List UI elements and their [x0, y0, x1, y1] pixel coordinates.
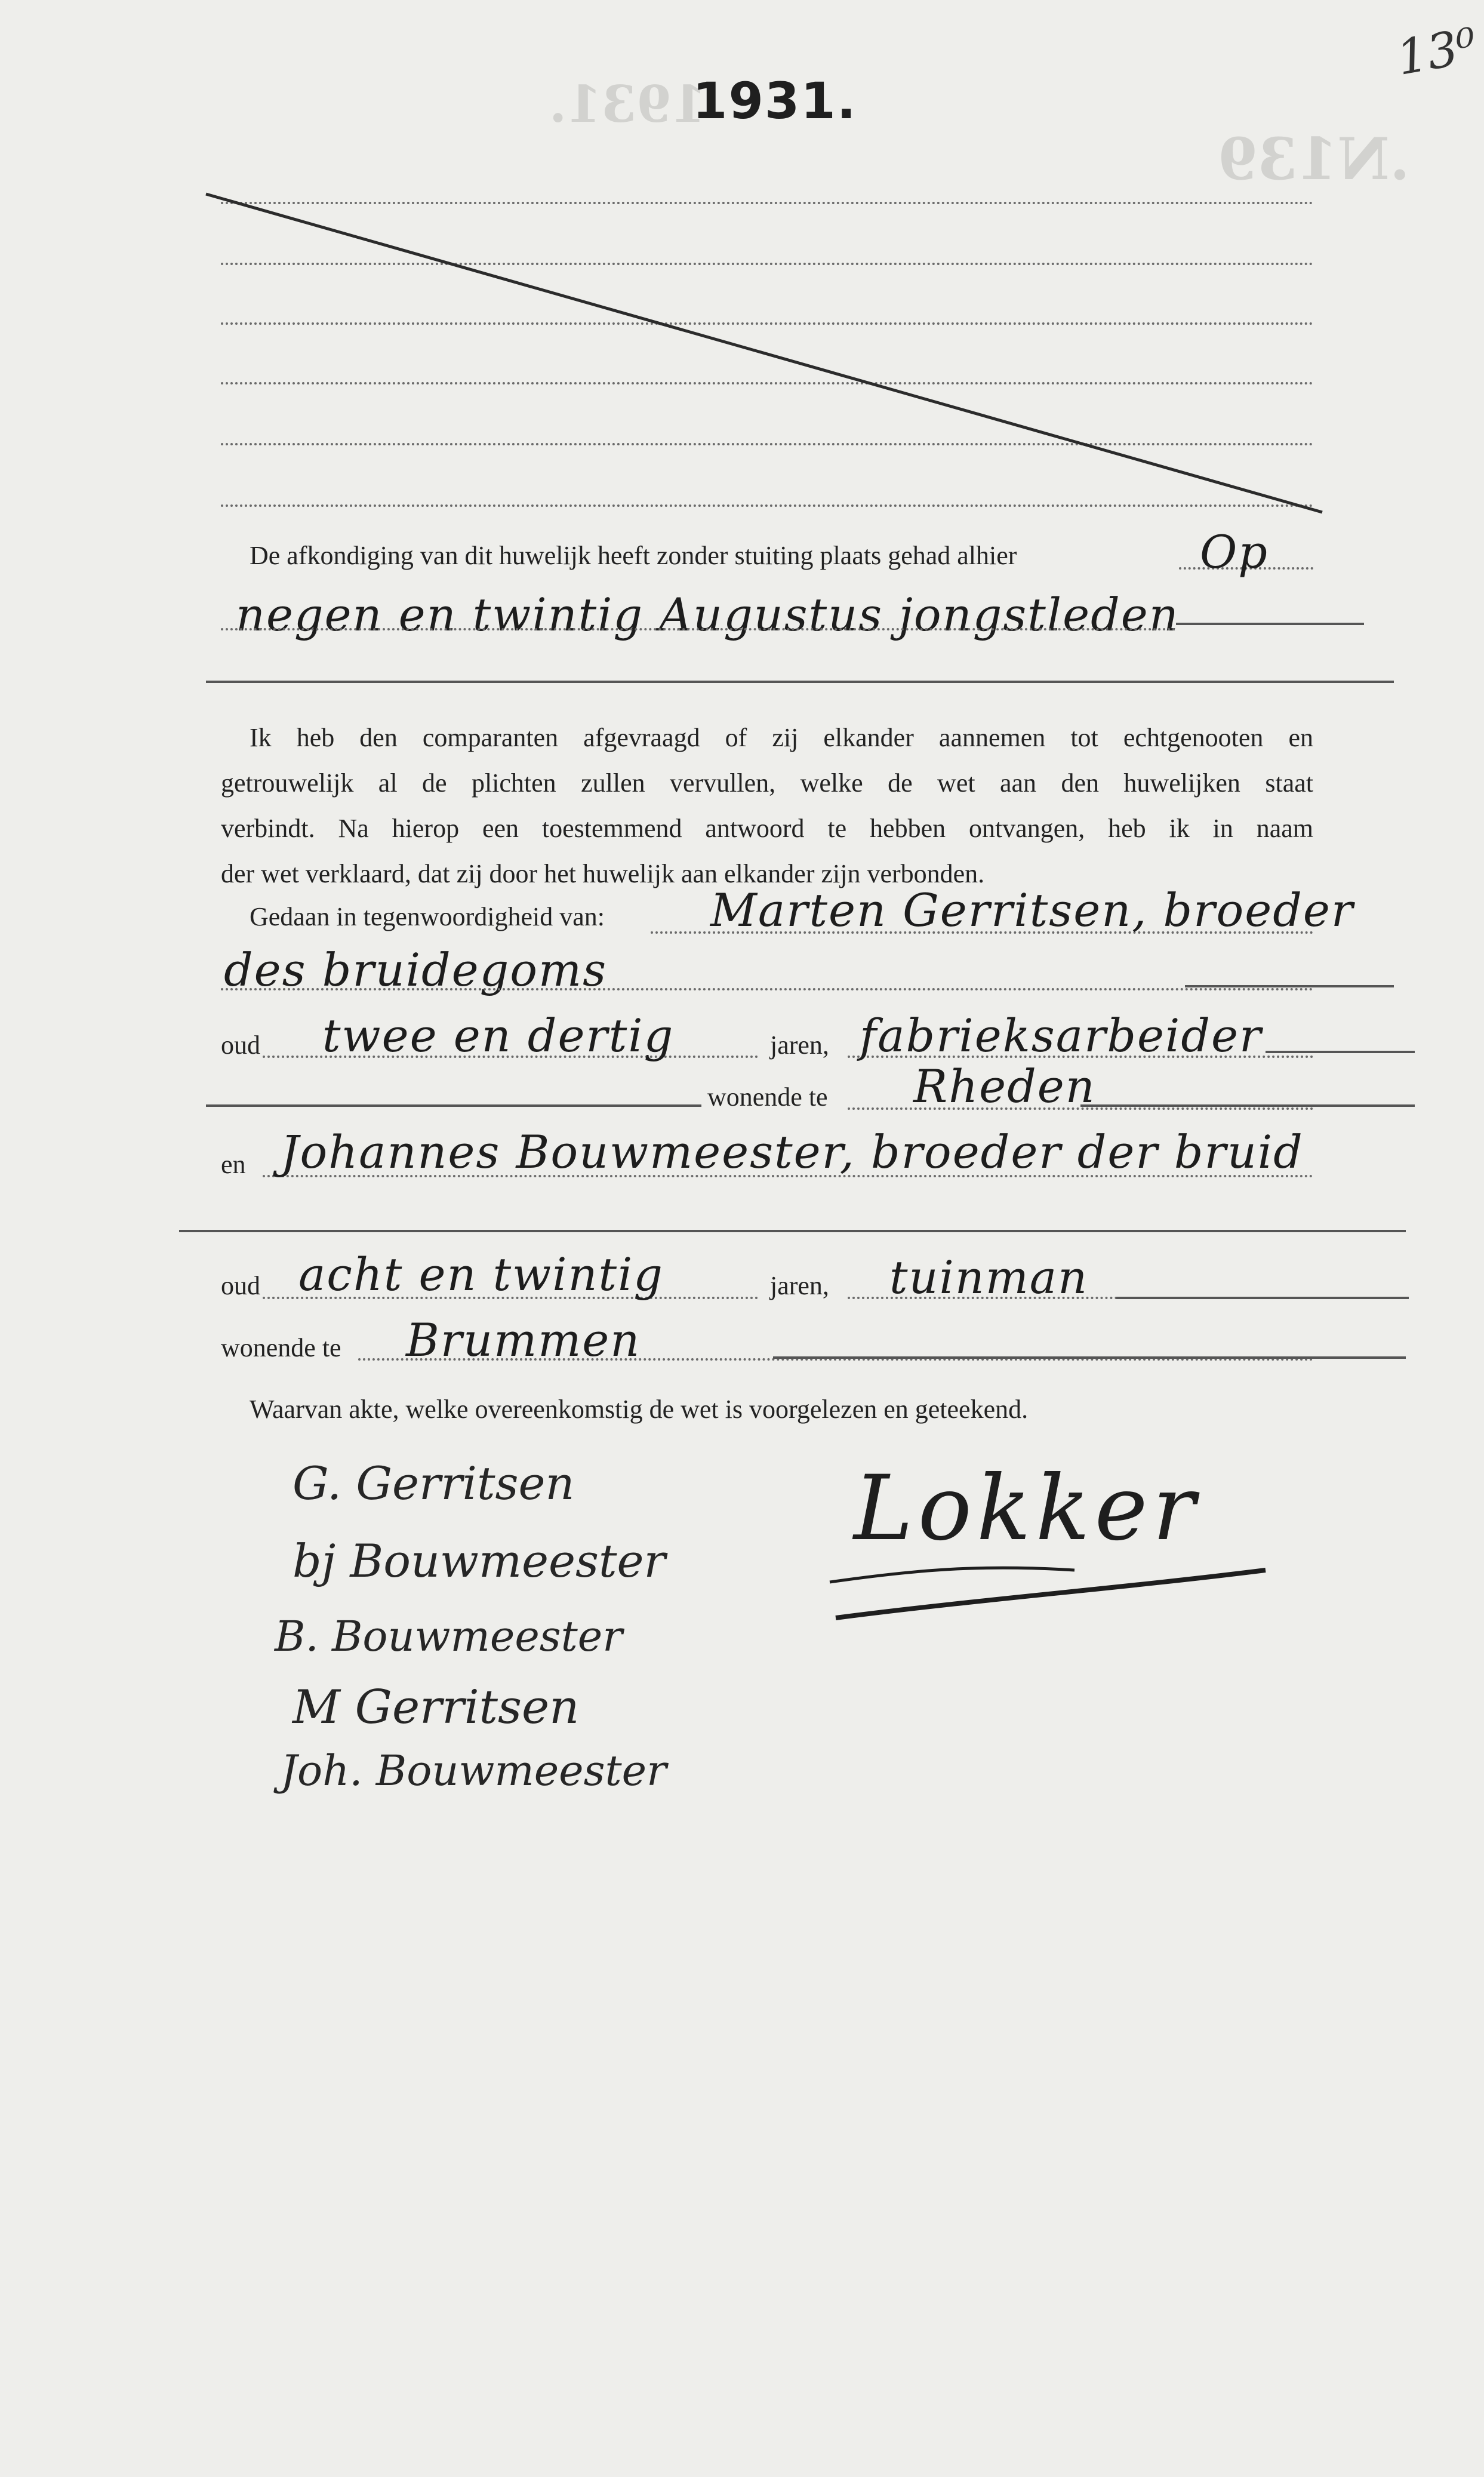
witness2-label: en [221, 1150, 246, 1179]
year-heading: 1931. [692, 72, 857, 130]
witness1-relation-dotline [221, 988, 1313, 990]
witness-intro-label: Gedaan in tegenwoordigheid van: [250, 902, 605, 931]
witness1-name: Marten Gerritsen, broeder [710, 884, 1354, 937]
witness1-age-label: oud [221, 1030, 260, 1060]
fill-stroke-6 [1080, 1104, 1415, 1107]
ghost-header: 1931. [549, 75, 707, 134]
declaration-line-2: getrouwelijk al de plichten zullen vervullen, welke de wet aan den huwelijken staat [221, 768, 1313, 798]
announcement-hand-1: Op [1200, 525, 1269, 579]
registrar-signature: Lokker [854, 1457, 1200, 1561]
page-number: 13⁰ [1392, 17, 1481, 86]
witness1-age: twee en dertig [322, 1009, 675, 1062]
cross-out-stroke [0, 0, 1484, 537]
witness1-relation: des bruidegoms [224, 943, 608, 996]
announcement-hand-2: negen en twintig Augustus jongstleden [236, 588, 1180, 641]
ghost-number: .N139 [1218, 125, 1410, 193]
fill-stroke-4 [1266, 1051, 1415, 1053]
signature-3: B. Bouwmeester [275, 1612, 623, 1661]
fill-stroke-2 [206, 681, 1394, 683]
witness2-residence: Brummen [406, 1313, 641, 1367]
declaration-line-1: Ik heb den comparanten afgevraagd of zij elkander aannemen tot echtgenooten en [250, 723, 1313, 752]
witness2-occupation: tuinman [889, 1251, 1089, 1304]
witness2-years-label: jaren, [770, 1271, 829, 1300]
witness1-residence-label: wonende te [707, 1082, 828, 1112]
witness1-residence: Rheden [913, 1060, 1096, 1113]
witness2-age-label: oud [221, 1271, 260, 1300]
signature-4: M Gerritsen [293, 1681, 580, 1734]
witness2-residence-label: wonende te [221, 1333, 341, 1362]
announcement-dotline-2 [221, 628, 1176, 630]
closing-text: Waarvan akte, welke overeenkomstig de wet is voorgelezen en geteekend. [250, 1395, 1029, 1424]
witness2-age: acht en twintig [298, 1248, 664, 1301]
signature-1: G. Gerritsen [293, 1457, 575, 1510]
declaration-line-4: der wet verklaard, dat zij door het huwelijk aan elkander zijn verbonden. [221, 859, 985, 888]
signature-5: Joh. Bouwmeester [281, 1746, 667, 1795]
registrar-signature-underline [824, 1528, 1277, 1636]
signature-2: bj Bouwmeester [293, 1534, 666, 1587]
fill-stroke-8 [1116, 1297, 1409, 1299]
declaration-paragraph [221, 715, 1313, 897]
announcement-text: De afkondiging van dit huwelijk heeft zonder stuiting plaats gehad alhier [250, 541, 1017, 570]
witness1-occupation: fabrieksarbeider [860, 1009, 1263, 1062]
witness1-years-label: jaren, [770, 1030, 829, 1060]
fill-stroke-1 [1176, 623, 1364, 625]
declaration-line-3: verbindt. Na hierop een toestemmend antwoord te hebben ontvangen, heb ik in naam [221, 814, 1313, 843]
fill-stroke-9 [773, 1356, 1406, 1359]
fill-stroke-5 [206, 1104, 701, 1107]
fill-stroke-7 [179, 1230, 1406, 1232]
fill-stroke-3 [1185, 985, 1394, 987]
witness2-name: Johannes Bouwmeester, broeder der bruid [281, 1125, 1304, 1179]
